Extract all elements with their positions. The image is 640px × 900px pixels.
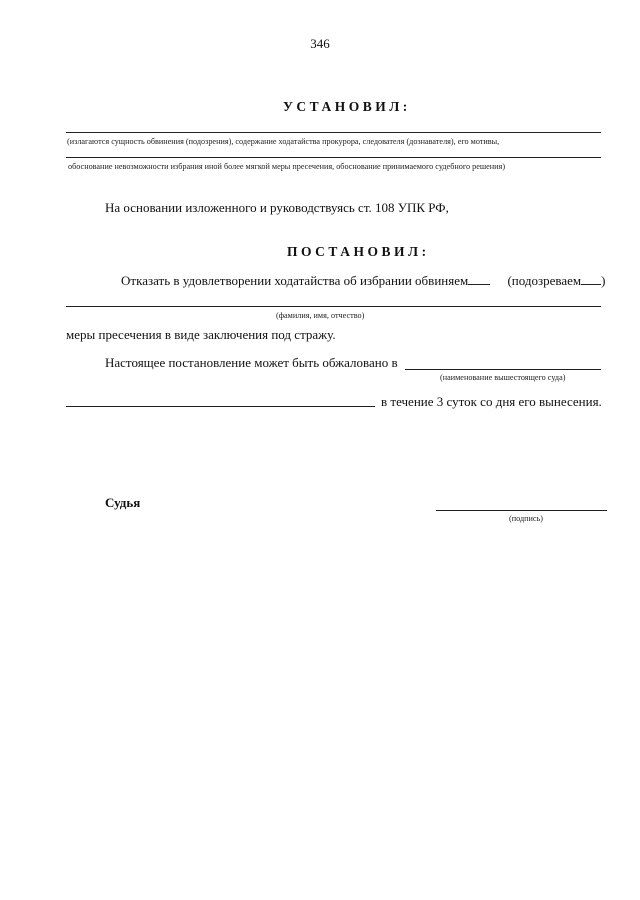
measure-text: меры пресечения в виде заключения под стражу. xyxy=(66,327,336,342)
caption-line-1: (излагаются сущность обвинения (подозрения), содержание ходатайства прокурора, следователя (дознавателя), его мотивы, xyxy=(67,137,500,146)
caption-name: (фамилия, имя, отчество) xyxy=(276,311,365,320)
refuse-text-a: Отказать в удовлетворении ходатайства об избрании обвиняем xyxy=(121,273,469,288)
heading-resolved: ПОСТАНОВИЛ: xyxy=(287,244,430,259)
refuse-text-c: ) xyxy=(601,273,606,288)
judge-label: Судья xyxy=(105,495,141,510)
signature-blank-line xyxy=(436,510,607,511)
appeal-text: Настоящее постановление может быть обжаловано в xyxy=(105,355,398,370)
deadline-text: в течение 3 суток со дня его вынесения. xyxy=(381,394,602,409)
court-blank-line xyxy=(405,369,601,370)
caption-line-2: обоснование невозможности избрания иной более мягкой меры пресечения, обоснование принимаемого судебного решения) xyxy=(68,162,506,171)
gender-blank-1 xyxy=(468,273,490,285)
refuse-line xyxy=(121,273,605,289)
blank-line-1 xyxy=(66,132,601,133)
refuse-text-b: (подозреваем xyxy=(507,273,582,288)
caption-court: (наименование вышестоящего суда) xyxy=(440,373,566,382)
gender-blank-2 xyxy=(581,273,601,285)
page-number: 346 xyxy=(310,36,330,51)
blank-line-2 xyxy=(66,157,601,158)
caption-signature: (подпись) xyxy=(509,514,543,523)
heading-established: УСТАНОВИЛ: xyxy=(283,99,411,114)
name-blank-line xyxy=(66,306,601,307)
court-name-blank-line xyxy=(66,406,375,407)
basis-text: На основании изложенного и руководствуясь ст. 108 УПК РФ, xyxy=(105,200,449,215)
